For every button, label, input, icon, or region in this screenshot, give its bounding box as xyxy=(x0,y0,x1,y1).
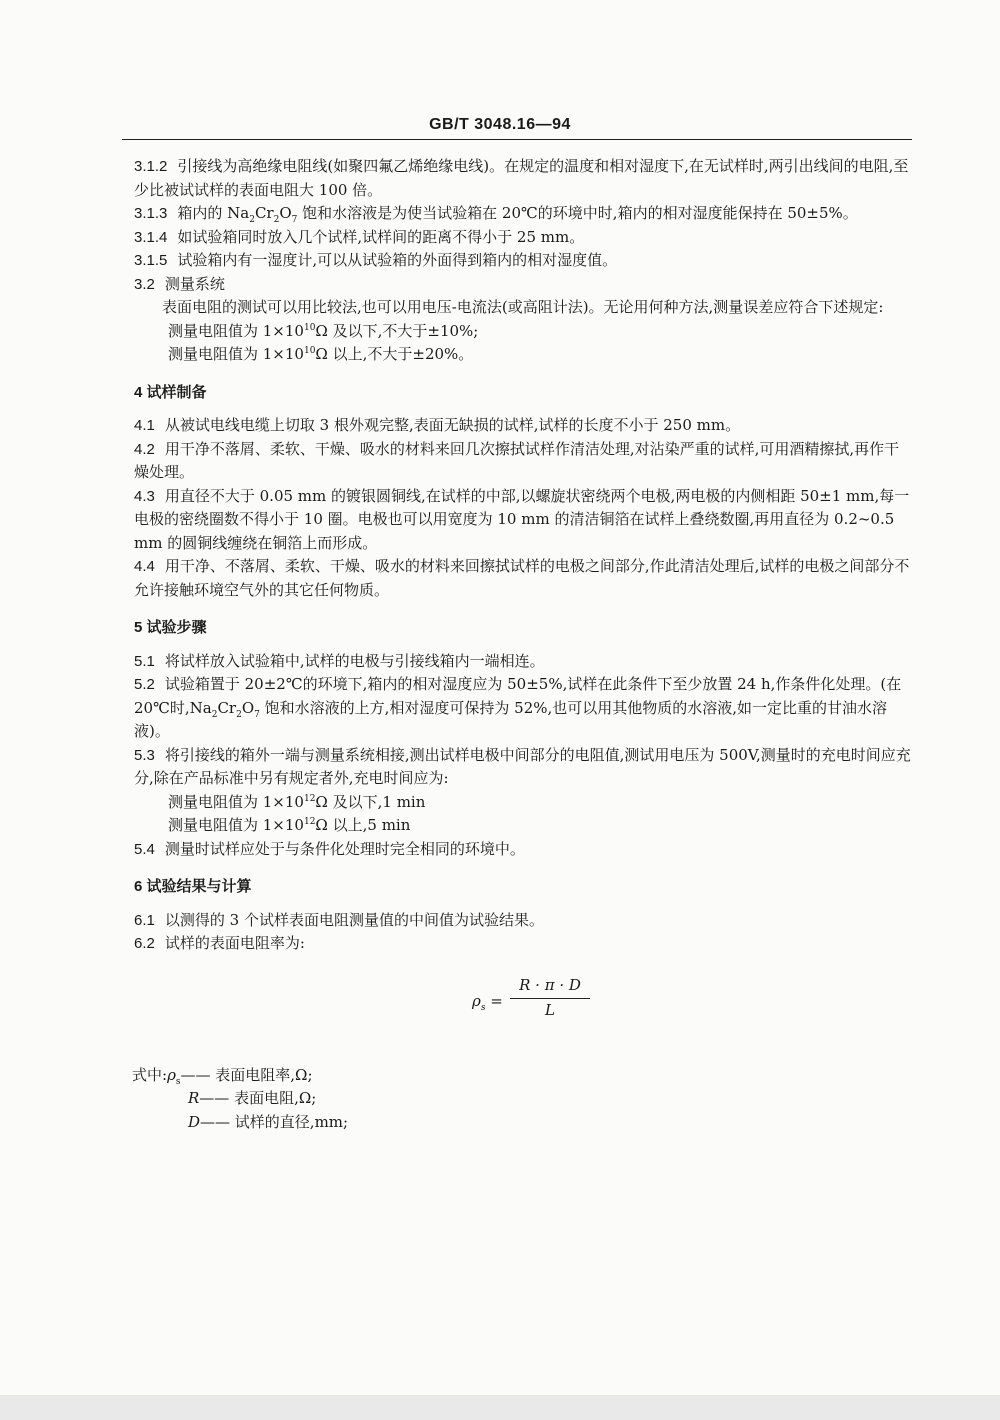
clause-text: 如试验箱同时放入几个试样,试样间的距离不得小于 25 mm。 xyxy=(177,227,585,246)
section-4-heading: 4 试样制备 xyxy=(134,383,207,401)
subscript: 2 xyxy=(236,709,242,720)
subscript: 2 xyxy=(211,709,218,720)
section-5-heading: 5 试验步骤 xyxy=(134,619,207,636)
symbol: D xyxy=(188,1112,201,1131)
section-6-heading: 6 试验结果与计算 xyxy=(134,878,252,895)
definition-text: —— 表面电阻率,Ω; xyxy=(180,1065,313,1084)
clause-4-4 xyxy=(134,555,912,602)
bottom-strip xyxy=(0,1395,1000,1420)
where-definition-3 xyxy=(134,1111,912,1135)
clause-number: 5.4 xyxy=(134,840,155,858)
line-text: Ω 以上,5 min xyxy=(315,816,411,834)
clause-3-1-4 xyxy=(134,226,912,250)
page-header: GB/T 3048.16—94 xyxy=(429,116,571,133)
line-text: 测量电阻值为 1×10 xyxy=(168,345,304,363)
clause-text: 饱和水溶液的上方,相对湿度可保持为 52%,也可以用其他物质的水溶液,如一定比重的甘油水溶液)。 xyxy=(134,698,888,740)
line-text: 测量电阻值为 1×10 xyxy=(168,321,304,340)
clause-text: 箱内的 Na xyxy=(177,204,250,222)
clause-text: Cr xyxy=(254,204,274,222)
where-label: 式中: xyxy=(132,1065,168,1084)
formula-denominator: L xyxy=(545,1001,555,1019)
formula-lhs xyxy=(472,990,503,1014)
clause-3-2-title xyxy=(134,273,912,297)
clause-text: 用干净、不落屑、柔软、干燥、吸水的材料来回擦拭试样的电极之间部分,作此清洁处理后,试样的电极之间部分不允许接触环境空气外的其它任何物质。 xyxy=(134,557,910,599)
formula-numerator: R · π · D xyxy=(510,974,590,1000)
clause-text: 试验箱内有一湿度计,可以从试验箱的外面得到箱内的相对湿度值。 xyxy=(177,251,618,269)
charge-time-line-2 xyxy=(134,814,912,838)
clause-6-2 xyxy=(134,932,912,956)
clause-text: 将试样放入试验箱中,试样的电极与引接线箱内一端相连。 xyxy=(164,651,545,670)
clause-number: 4.4 xyxy=(134,558,155,575)
line-text: 测量电阻值为 1×10 xyxy=(168,792,304,811)
symbol: R xyxy=(188,1089,200,1107)
subscript: s xyxy=(175,1076,181,1087)
clause-text: O xyxy=(279,204,292,222)
clause-4-1 xyxy=(134,414,912,438)
charge-time-line-1 xyxy=(134,791,912,815)
clause-number: 6.1 xyxy=(134,911,155,929)
clause-number: 5.1 xyxy=(134,652,155,670)
definition-text: —— 表面电阻,Ω; xyxy=(199,1089,317,1107)
clause-number: 5.3 xyxy=(134,746,155,764)
line-text: Ω 以上,不大于±20%。 xyxy=(315,345,474,363)
line-text: Ω 及以下,不大于±10%; xyxy=(315,321,479,340)
clause-3-1-3 xyxy=(134,202,912,226)
clause-5-2 xyxy=(134,673,912,744)
superscript: 10 xyxy=(303,322,316,333)
where-definition-1 xyxy=(132,1064,912,1088)
clause-text: 用干净不落屑、柔软、干燥、吸水的材料来回几次擦拭试样作清洁处理,对沾染严重的试样,可用酒精擦拭,再作干燥处理。 xyxy=(134,439,900,481)
subscript: 7 xyxy=(254,709,260,720)
header-rule xyxy=(122,139,912,140)
clause-number: 6.2 xyxy=(134,935,155,952)
resistivity-formula xyxy=(134,974,912,1034)
clause-text: 将引接线的箱外一端与测量系统相接,测出试样电极中间部分的电阻值,测试用电压为 500V,测量时的充电时间应充分,除在产品标准中另有规定者外,充电时间应为: xyxy=(134,745,911,787)
clause-5-4 xyxy=(134,838,912,862)
subscript: 7 xyxy=(291,215,298,225)
line-text: 测量电阻值为 1×10 xyxy=(168,816,304,834)
clause-number: 3.1.4 xyxy=(134,228,168,246)
clause-text: 从被试电线电缆上切取 3 根外观完整,表面无缺损的试样,试样的长度不小于 250 mm。 xyxy=(164,416,741,434)
subscript: 2 xyxy=(249,215,255,225)
clause-number: 3.1.3 xyxy=(134,205,168,222)
document-body xyxy=(134,155,912,1134)
superscript: 10 xyxy=(303,346,316,356)
clause-number: 4.1 xyxy=(134,417,155,434)
clause-4-3 xyxy=(134,485,912,556)
definition-text: —— 试样的直径,mm; xyxy=(200,1112,349,1131)
clause-text: O xyxy=(241,698,255,717)
clause-number: 4.3 xyxy=(134,487,155,505)
subscript: 2 xyxy=(273,215,280,225)
where-definition-2 xyxy=(134,1087,912,1111)
clause-text: 饱和水溶液是为使当试验箱在 20℃的环境中时,箱内的相对湿度能保持在 50±5%。 xyxy=(297,204,858,222)
clause-4-2 xyxy=(134,438,912,485)
clause-number: 3.1.2 xyxy=(134,158,168,175)
clause-text: 试验箱置于 20±2℃的环境下,箱内的相对湿度应为 50±5%,试样在此条件下至少放置 24 h,作条件化处理。(在 20℃时,Na xyxy=(134,675,902,717)
clause-number: 5.2 xyxy=(134,676,155,693)
symbol: ρ xyxy=(167,1065,176,1084)
clause-3-1-5 xyxy=(134,249,912,273)
clause-number: 4.2 xyxy=(134,440,155,458)
formula-symbol: ρ xyxy=(472,991,481,1010)
clause-number: 3.1.5 xyxy=(134,252,168,269)
clause-5-1 xyxy=(134,650,912,674)
subscript: s xyxy=(480,1002,486,1013)
formula-fraction xyxy=(510,974,590,1023)
clause-text: 以测得的 3 个试样表面电阻测量值的中间值为试验结果。 xyxy=(164,910,544,929)
tolerance-line-2 xyxy=(134,343,912,367)
clause-text: 试样的表面电阻率为: xyxy=(164,934,305,952)
clause-text: 测量时试样应处于与条件化处理时完全相同的环境中。 xyxy=(164,839,525,858)
clause-5-3 xyxy=(134,744,912,791)
clause-text: Cr xyxy=(217,698,237,717)
clause-number: 3.2 xyxy=(134,275,155,293)
clause-text: 用直径不大于 0.05 mm 的镀银圆铜线,在试样的中部,以螺旋状密绕两个电极,两电极的内侧相距 50±1 mm,每一电极的密绕圈数不得小于 10 圈。电极也可以用宽度为 10 mm 的清洁铜箔在试样上叠绕数圈,再用直径为 0.2~0.5 mm 的圆铜线缠绕在铜箔上而形成。 xyxy=(134,486,910,552)
clause-title: 测量系统 xyxy=(164,274,225,293)
line-text: Ω 及以下,1 min xyxy=(315,792,426,811)
clause-6-1 xyxy=(134,909,912,933)
clause-text: 引接线为高绝缘电阻线(如聚四氟乙烯绝缘电线)。在规定的温度和相对湿度下,在无试样时,两引出线间的电阻,至少比被试试样的表面电阻大 100 倍。 xyxy=(134,157,909,199)
equals-sign: = xyxy=(485,991,503,1010)
tolerance-line-1 xyxy=(134,320,912,344)
superscript: 12 xyxy=(303,793,316,804)
superscript: 12 xyxy=(303,817,316,827)
clause-3-2-text: 表面电阻的测试可以用比较法,也可以用电压-电流法(或高阻计法)。无论用何种方法,测量误差应符合下述规定: xyxy=(162,298,884,316)
clause-3-1-2 xyxy=(134,155,912,202)
